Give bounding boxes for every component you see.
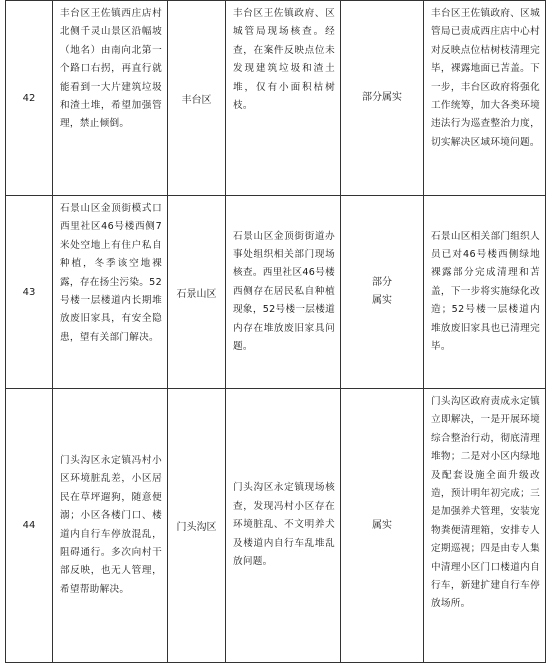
verification-result: 门头沟区永定镇现场核查，发现冯村小区存在环境脏乱、不文明养犬及楼道内自行车乱堆乱放问题。: [226, 389, 341, 663]
handling-result: 石景山区相关部门组织人员已对46号楼西侧绿地裸露部分完成清理和苫盖，下一步将实施绿化改造；52号楼一层楼道内堆放废旧家具也已清理完毕。: [424, 196, 546, 389]
verification-status: [341, 196, 424, 389]
issue-description: 丰台区王佐镇西庄店村北侧千灵山景区沿幅坡（地名）由南向北第一个路口右拐，再直行就能看到一大片建筑垃圾和渣土堆，希望加强管理，禁止倾倒。: [53, 1, 168, 196]
table-row: [6, 196, 546, 389]
row-number: 44: [6, 389, 53, 663]
table-row: [6, 1, 546, 196]
district-cell: 门头沟区: [168, 389, 226, 663]
table-row: [6, 389, 546, 663]
district-cell: 丰台区: [168, 1, 226, 196]
issue-description: 石景山区金顶街模式口西里社区46号楼西侧7米处空地上有住户私自种植，冬季该空地裸露，存在扬尘污染。52号楼一层楼道内长期堆放废旧家具，有安全隐患，望有关部门解决。: [53, 196, 168, 389]
row-number: 43: [6, 196, 53, 389]
status-text: 部分属实: [372, 277, 392, 306]
district-cell: 石景山区: [168, 196, 226, 389]
verification-status: 部分属实: [341, 1, 424, 196]
issue-description: 门头沟区永定镇冯村小区环境脏乱差，小区居民在草坪遛狗，随意便溺；小区各楼门口、楼道内自行车停放混乱，阻碍通行。多次向村干部反映，也无人管理，希望帮助解决。: [53, 389, 168, 663]
verification-result: 石景山区金顶街街道办事处组织相关部门现场核查。西里社区46号楼西侧存在居民私自种植现象，52号楼一层楼道内存在堆放废旧家具问题。: [226, 196, 341, 389]
verification-result: 丰台区王佐镇政府、区城管局现场核查。经查，在案件反映点位未发现建筑垃圾和渣土堆，仅有小面积枯树枝。: [226, 1, 341, 196]
handling-result: 门头沟区政府责成永定镇立即解决，一是开展环境综合整治行动，彻底清理堆物；二是对小区内绿地及配套设施全面升级改造，预计明年初完成；三是加强养犬管理，安装宠物粪便清理箱，安排专人定期巡视；四是由专人集中清理小区门口楼道内自行车，新建扩建自行车停放场所。: [424, 389, 546, 663]
verification-status: 属实: [341, 389, 424, 663]
handling-result: 丰台区王佐镇政府、区城管局已责成西庄店中心村对反映点位枯树枝清理完毕，裸露地面已苫盖。下一步，丰台区政府将强化工作统筹，加大各类环境违法行为巡查整治力度，切实解决区域环境问题。: [424, 1, 546, 196]
complaint-table: [5, 0, 546, 663]
row-number: 42: [6, 1, 53, 196]
